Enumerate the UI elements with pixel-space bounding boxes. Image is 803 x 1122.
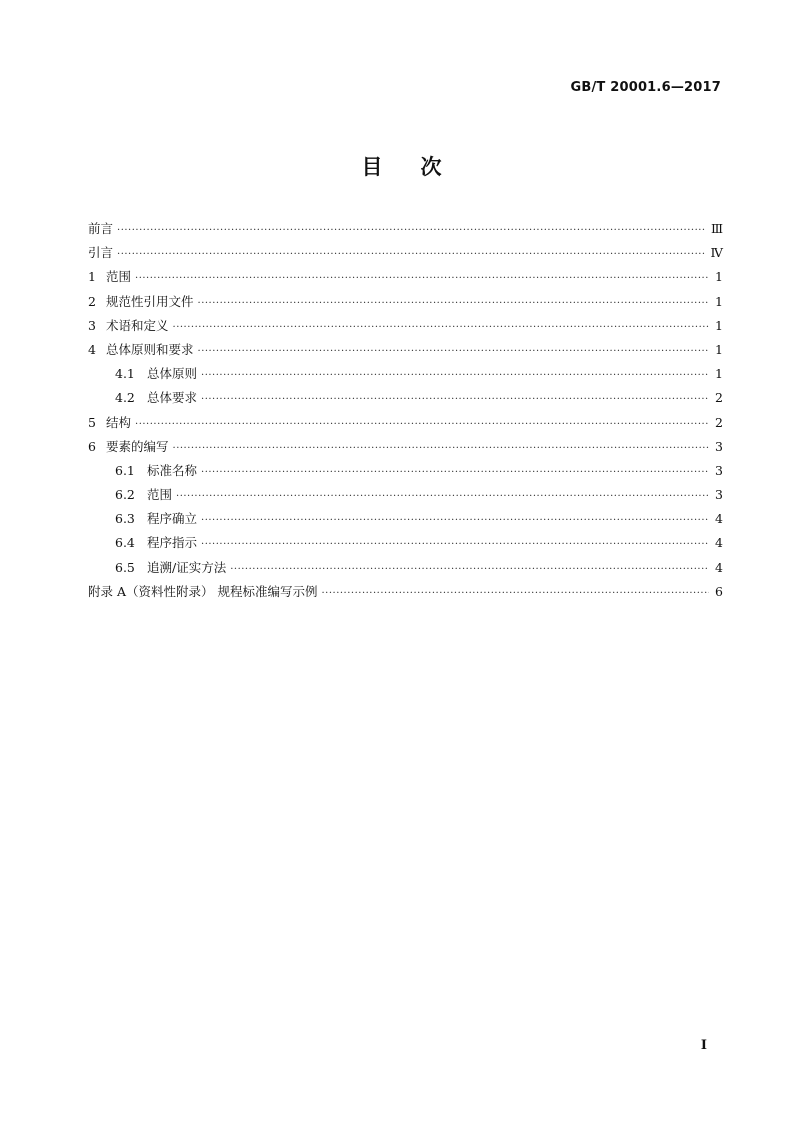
toc-entry-label: 范围 xyxy=(147,487,173,503)
dot-leader xyxy=(135,273,709,284)
toc-entry-label: 术语和定义 xyxy=(106,317,169,333)
dot-leader xyxy=(201,467,709,478)
page-title xyxy=(0,151,803,181)
toc-entry-label: 要素的编写 xyxy=(106,438,169,454)
toc-entry-page: 3 xyxy=(715,438,723,454)
toc-entry-number: 4 xyxy=(88,341,96,357)
page-number: I xyxy=(700,1038,707,1053)
toc-entry-label: 程序指示 xyxy=(147,535,198,551)
dot-leader xyxy=(321,588,709,599)
toc-entry-number: 5 xyxy=(88,414,96,430)
toc-entry-number: 4.1 xyxy=(115,366,135,382)
toc-entry[interactable] xyxy=(88,461,723,485)
toc-entry-label: 前言 xyxy=(88,221,114,236)
toc-entry-label: 总体要求 xyxy=(147,390,198,406)
toc-entry[interactable] xyxy=(88,509,723,533)
toc-entry-page: 3 xyxy=(715,462,723,478)
toc-entry[interactable] xyxy=(88,388,723,412)
toc-entry-label: 附录 A（资料性附录） 规程标准编写示例 xyxy=(88,583,318,599)
toc-entry-page: 1 xyxy=(715,317,723,333)
dot-leader xyxy=(117,249,704,260)
toc-entry[interactable] xyxy=(88,582,723,606)
toc-entry[interactable] xyxy=(88,316,723,340)
toc-entry-number: 4.2 xyxy=(115,390,135,406)
toc-entry-page: 4 xyxy=(715,559,723,575)
toc-entry[interactable] xyxy=(88,219,723,243)
dot-leader xyxy=(201,394,709,405)
title-char-2: 次 xyxy=(420,155,442,179)
toc-entry[interactable] xyxy=(88,485,723,509)
table-of-contents xyxy=(88,219,723,606)
dot-leader xyxy=(201,539,709,550)
toc-entry[interactable] xyxy=(88,292,723,316)
toc-entry-label: 结构 xyxy=(106,414,132,430)
toc-entry-page: 4 xyxy=(715,511,723,527)
dot-leader xyxy=(173,443,709,454)
toc-entry-label: 规范性引用文件 xyxy=(106,293,194,309)
toc-entry-number: 6.3 xyxy=(115,511,135,527)
dot-leader xyxy=(198,298,709,309)
toc-entry-label: 总体原则 xyxy=(147,366,198,382)
toc-entry-label: 范围 xyxy=(106,269,132,285)
toc-entry-number: 6 xyxy=(88,438,96,454)
toc-entry-page: 2 xyxy=(715,414,723,430)
dot-leader xyxy=(230,564,709,575)
toc-entry-page: Ⅲ xyxy=(710,221,723,236)
title-char-1: 目 xyxy=(361,155,383,179)
toc-entry-page: 1 xyxy=(715,269,723,285)
toc-entry-label: 引言 xyxy=(88,245,114,261)
toc-entry-page: Ⅳ xyxy=(710,245,723,261)
dot-leader xyxy=(135,419,709,430)
toc-entry[interactable] xyxy=(88,558,723,582)
toc-entry[interactable] xyxy=(88,243,723,267)
toc-entry-page: 1 xyxy=(715,341,723,357)
toc-entry[interactable] xyxy=(88,413,723,437)
toc-entry-label: 程序确立 xyxy=(147,511,198,527)
toc-entry-number: 2 xyxy=(88,293,96,309)
toc-entry-label: 标准名称 xyxy=(147,462,198,478)
toc-entry-page: 1 xyxy=(715,366,723,382)
toc-entry[interactable] xyxy=(88,533,723,557)
dot-leader xyxy=(176,491,709,502)
dot-leader xyxy=(201,370,709,381)
dot-leader xyxy=(201,515,709,526)
toc-entry-number: 6.2 xyxy=(115,487,135,503)
dot-leader xyxy=(117,225,705,236)
toc-entry-page: 2 xyxy=(715,390,723,406)
toc-entry-number: 6.5 xyxy=(115,559,135,575)
toc-entry-number: 6.1 xyxy=(115,462,135,478)
toc-entry-label: 总体原则和要求 xyxy=(106,341,194,357)
toc-entry-page: 3 xyxy=(715,487,723,503)
toc-entry-page: 6 xyxy=(715,583,723,599)
toc-entry-number: 6.4 xyxy=(115,535,135,551)
toc-entry-number: 1 xyxy=(88,269,96,285)
toc-entry-label: 追溯/证实方法 xyxy=(147,559,227,575)
toc-entry-page: 1 xyxy=(715,293,723,309)
toc-entry-page: 4 xyxy=(715,535,723,551)
toc-entry-number: 3 xyxy=(88,317,96,333)
dot-leader xyxy=(173,322,709,333)
standard-number: GB/T 20001.6—2017 xyxy=(570,80,721,95)
toc-entry[interactable] xyxy=(88,437,723,461)
toc-entry[interactable] xyxy=(88,340,723,364)
toc-entry[interactable] xyxy=(88,267,723,291)
toc-entry[interactable] xyxy=(88,364,723,388)
dot-leader xyxy=(198,346,709,357)
